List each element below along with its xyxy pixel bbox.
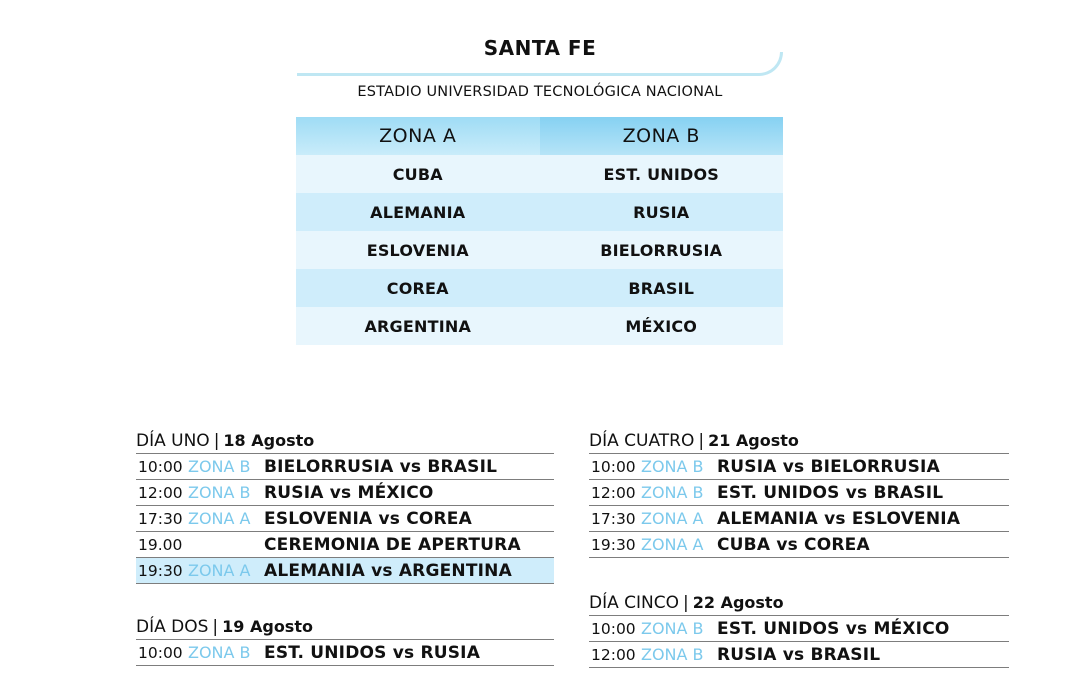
day-schedule (136, 429, 554, 584)
zones-row (296, 193, 783, 231)
day-heading: DÍA DOS | 19 Agosto (136, 617, 313, 637)
match-row (589, 615, 1009, 641)
stadium-name: ESTADIO UNIVERSIDAD TECNOLÓGICA NACIONAL (357, 84, 723, 100)
zone-b-header: ZONA B (540, 117, 784, 155)
day-name: DÍA DOS (136, 617, 209, 637)
day-schedule (589, 591, 1009, 668)
venue-title: SANTA FE (483, 36, 597, 60)
zones-table (296, 117, 783, 345)
match-zone: ZONA A (641, 535, 704, 554)
day-heading: DÍA CUATRO | 21 Agosto (589, 431, 799, 451)
match-row (589, 531, 1009, 558)
match-zone: ZONA B (641, 483, 704, 502)
match-time: 19.00 (138, 535, 183, 554)
match-teams: CUBA vs COREA (717, 534, 870, 555)
zone-b-team: MÉXICO (625, 316, 698, 336)
match-teams: ESLOVENIA vs COREA (264, 508, 472, 529)
match-teams: ALEMANIA vs ARGENTINA (264, 560, 512, 581)
match-row (136, 479, 554, 505)
match-time: 12:00 (138, 483, 183, 502)
zone-b-team: BRASIL (628, 278, 695, 298)
zone-b-team: RUSIA (633, 202, 690, 222)
zone-a-team: ESLOVENIA (366, 240, 469, 260)
match-zone: ZONA B (641, 645, 704, 664)
day-schedule (136, 615, 554, 666)
zone-a-team: ALEMANIA (370, 202, 466, 222)
match-teams: RUSIA vs MÉXICO (264, 482, 434, 503)
match-time: 10:00 (591, 619, 636, 638)
match-zone: ZONA B (641, 457, 704, 476)
match-teams: CEREMONIA DE APERTURA (264, 534, 521, 555)
match-teams: EST. UNIDOS vs BRASIL (717, 482, 944, 503)
match-row (589, 479, 1009, 505)
match-zone: ZONA B (641, 619, 704, 638)
match-time: 10:00 (138, 457, 183, 476)
day-date: 19 Agosto (222, 617, 313, 636)
zones-header-row (296, 117, 783, 155)
day-date: 22 Agosto (692, 593, 784, 612)
match-row (589, 505, 1009, 531)
zone-a-header: ZONA A (296, 117, 540, 155)
match-row (136, 453, 554, 479)
match-time: 19:30 (138, 561, 183, 580)
match-time: 19:30 (591, 535, 636, 554)
zones-row (296, 269, 783, 307)
match-row (589, 641, 1009, 668)
match-row (136, 531, 554, 557)
match-teams: EST. UNIDOS vs RUSIA (264, 642, 481, 663)
match-zone: ZONA B (188, 457, 251, 476)
zones-row (296, 155, 783, 193)
match-time: 12:00 (591, 483, 636, 502)
match-teams: ALEMANIA vs ESLOVENIA (717, 508, 961, 529)
match-row (136, 505, 554, 531)
day-name: DÍA CINCO (589, 593, 679, 613)
match-zone: ZONA A (188, 561, 251, 580)
match-row (136, 639, 554, 666)
day-name: DÍA CUATRO (589, 431, 695, 451)
match-time: 10:00 (138, 643, 183, 662)
zones-row (296, 307, 783, 345)
venue-title-underline (297, 52, 783, 76)
zone-b-team: EST. UNIDOS (603, 164, 720, 184)
match-teams: BIELORRUSIA vs BRASIL (264, 456, 498, 477)
match-zone: ZONA B (188, 643, 251, 662)
zone-b-team: BIELORRUSIA (600, 240, 723, 260)
match-teams: EST. UNIDOS vs MÉXICO (717, 618, 950, 639)
match-zone: ZONA A (188, 509, 251, 528)
match-row (589, 453, 1009, 479)
zone-a-team: COREA (386, 278, 449, 298)
match-row-highlighted (136, 557, 554, 584)
zone-a-team: ARGENTINA (364, 316, 472, 336)
day-date: 18 Agosto (223, 431, 315, 450)
match-time: 12:00 (591, 645, 636, 664)
match-time: 17:30 (591, 509, 636, 528)
day-date: 21 Agosto (708, 431, 799, 450)
day-name: DÍA UNO (136, 431, 210, 451)
match-zone: ZONA B (188, 483, 251, 502)
match-zone: ZONA A (641, 509, 704, 528)
zone-a-team: CUBA (392, 164, 443, 184)
day-heading: DÍA CINCO | 22 Agosto (589, 593, 784, 613)
day-schedule (589, 429, 1009, 558)
match-time: 17:30 (138, 509, 183, 528)
match-teams: RUSIA vs BRASIL (717, 644, 881, 665)
match-teams: RUSIA vs BIELORRUSIA (717, 456, 940, 477)
match-time: 10:00 (591, 457, 636, 476)
zones-row (296, 231, 783, 269)
day-heading: DÍA UNO | 18 Agosto (136, 431, 315, 451)
